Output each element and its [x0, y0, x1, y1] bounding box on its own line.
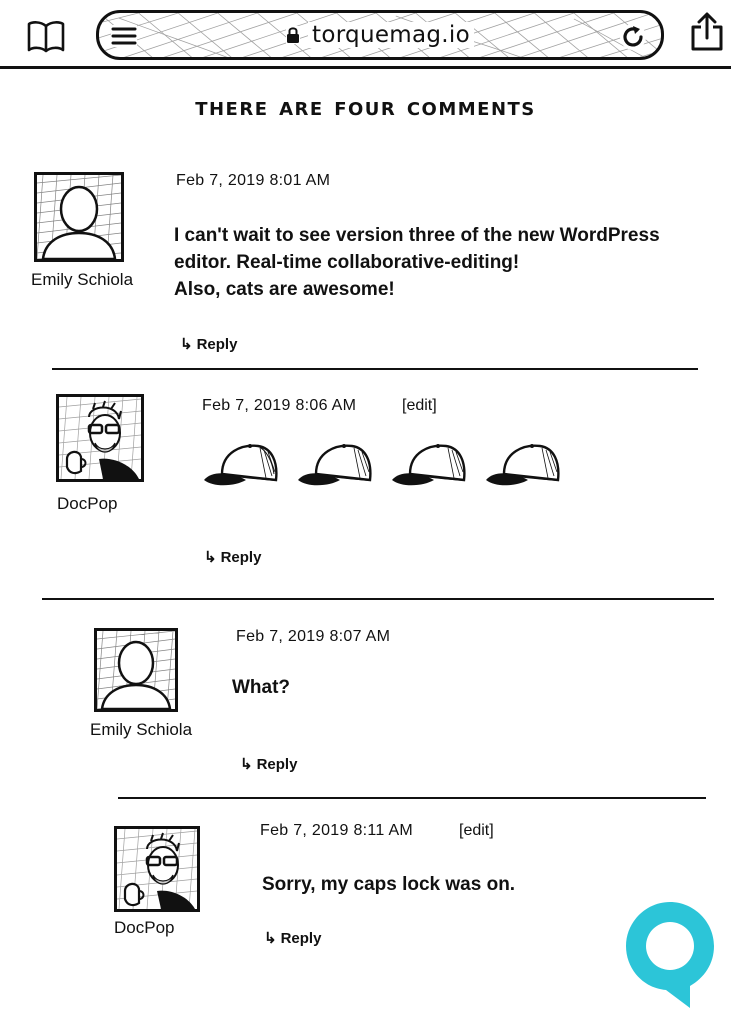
baseball-cap-icon	[484, 440, 562, 488]
baseball-cap-icon	[390, 440, 468, 488]
comment-body	[174, 222, 714, 303]
baseball-cap-icon	[296, 440, 374, 488]
reply-arrow-icon: ↳	[264, 930, 277, 947]
comment-body: What?	[232, 677, 291, 698]
reply-button[interactable]	[240, 755, 297, 773]
comment-date[interactable]: Feb 7, 2019 8:07 AM	[236, 628, 391, 645]
reply-button[interactable]	[180, 335, 237, 353]
comment-date[interactable]: Feb 7, 2019 8:06 AM	[202, 397, 357, 414]
book-icon[interactable]	[26, 18, 66, 54]
silhouette-icon	[97, 631, 175, 709]
browser-toolbar	[0, 0, 731, 70]
edit-link[interactable]: [edit]	[402, 397, 437, 414]
share-icon[interactable]	[690, 12, 724, 52]
url-text: torquemag.io	[308, 22, 474, 48]
edit-link[interactable]: [edit]	[459, 822, 494, 839]
reply-label: Reply	[196, 335, 238, 353]
comments-heading: there are four comments	[195, 92, 536, 122]
reply-label: Reply	[220, 548, 262, 566]
avatar[interactable]	[56, 394, 144, 482]
reply-label: Reply	[256, 755, 298, 773]
avatar[interactable]	[114, 826, 200, 912]
portrait-icon	[59, 397, 141, 479]
avatar[interactable]	[94, 628, 178, 712]
reply-label: Reply	[280, 929, 322, 947]
silhouette-icon	[37, 175, 121, 259]
address-bar[interactable]	[96, 10, 664, 60]
comment-author[interactable]: DocPop	[114, 918, 175, 937]
comment-divider	[118, 797, 706, 799]
comment-date[interactable]: Feb 7, 2019 8:11 AM	[260, 822, 414, 839]
url-display	[99, 13, 661, 57]
comment-line: Also, cats are awesome!	[174, 279, 395, 300]
comment-divider	[52, 368, 698, 370]
reply-arrow-icon: ↳	[240, 756, 253, 773]
comment-divider	[42, 598, 714, 600]
comment-author[interactable]: Emily Schiola	[31, 270, 134, 289]
comment-date[interactable]: Feb 7, 2019 8:01 AM	[176, 172, 331, 189]
baseball-cap-icon	[202, 440, 280, 488]
comment-author[interactable]: DocPop	[57, 494, 118, 513]
lock-icon	[286, 26, 300, 44]
toolbar-divider	[0, 66, 731, 69]
torque-logo-icon	[622, 898, 718, 1012]
reload-icon[interactable]	[619, 23, 647, 51]
reply-arrow-icon: ↳	[204, 549, 217, 566]
portrait-icon	[117, 829, 197, 909]
reply-button[interactable]	[264, 929, 321, 947]
comment-body: Sorry, my caps lock was on.	[262, 874, 516, 895]
comment-line: editor. Real-time collaborative-editing!	[174, 252, 520, 273]
avatar[interactable]	[34, 172, 124, 262]
reply-arrow-icon: ↳	[180, 336, 193, 353]
comment-body-caps	[202, 440, 562, 488]
comment-line: I can't wait to see version three of the new WordPress	[174, 225, 660, 246]
reply-button[interactable]	[204, 548, 261, 566]
comment-author[interactable]: Emily Schiola	[90, 720, 193, 739]
